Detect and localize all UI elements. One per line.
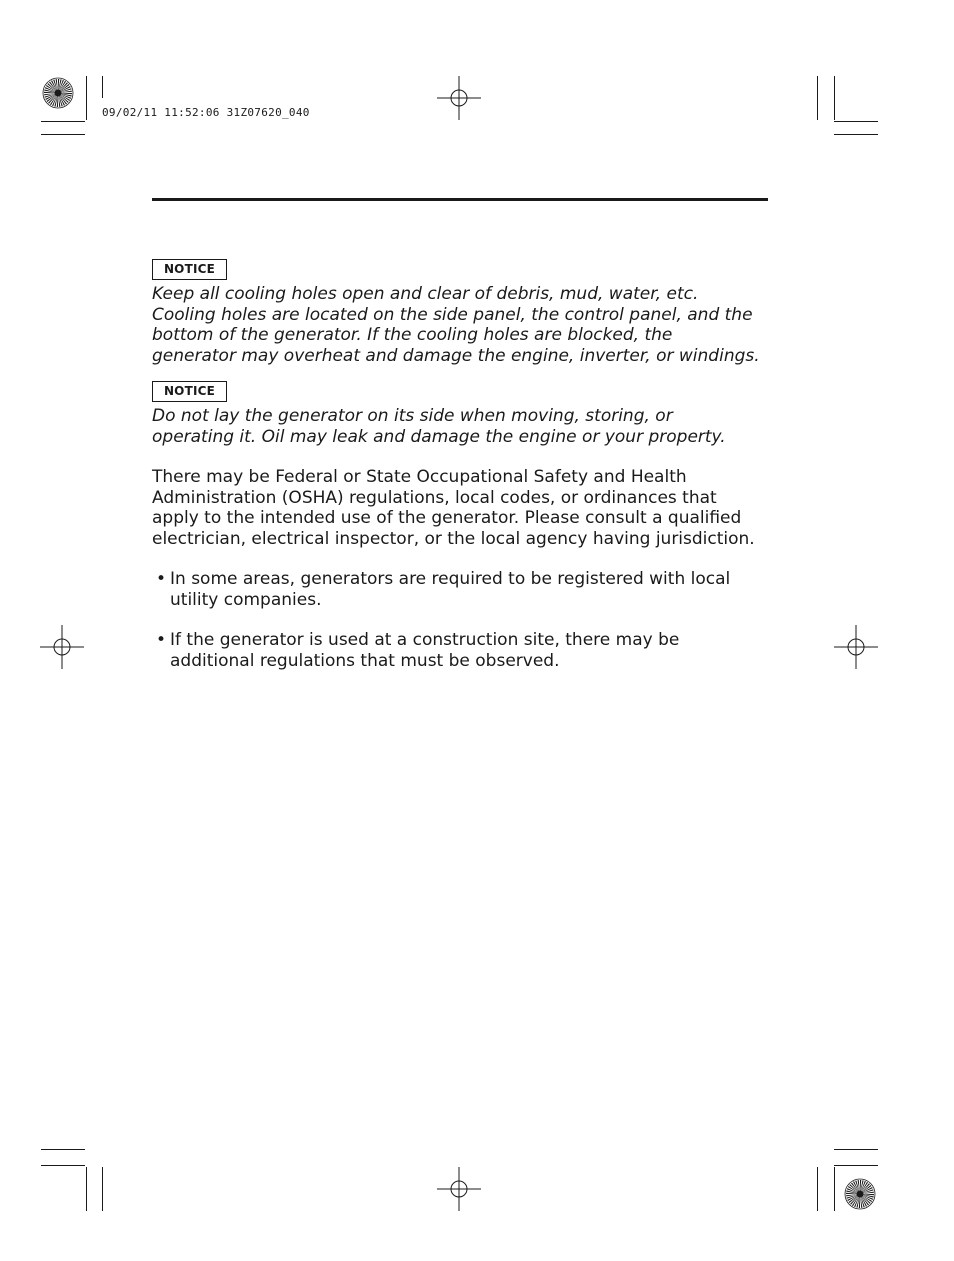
notice-label: NOTICE [152,259,227,280]
text-line: Cooling holes are located on the side panel, the control panel, and the [152,304,753,325]
osha-regulations-paragraph [152,467,774,550]
starburst-mark-top-left [42,77,74,109]
text-line: Keep all cooling holes open and clear of debris, mud, water, etc. [152,284,699,304]
text-line: Administration (OSHA) regulations, local codes, or ordinances that [152,487,717,508]
text-line: bottom of the generator. If the cooling holes are blocked, the [152,325,673,346]
text-line: If the generator is used at a construction site, there may be [170,630,680,650]
bullet-icon: • [156,630,167,650]
text-line: There may be Federal or State Occupational Safety and Health [152,467,687,487]
header-rule [152,198,768,201]
text-line: operating it. Oil may leak and damage the engine or your property. [152,426,726,447]
registration-target-left [40,625,84,669]
registration-target-top [437,76,481,120]
registration-target-right [834,625,878,669]
text-line: In some areas, generators are required to be registered with local [170,569,731,589]
notice-text-lay-generator [152,406,774,447]
notice-text-cooling-holes [152,284,774,367]
bullet-icon: • [156,569,167,589]
registration-target-bottom [437,1167,481,1211]
text-line: utility companies. [170,590,322,610]
starburst-mark-bottom-right [844,1178,876,1210]
bullet-text [170,630,770,672]
print-slug: 09/02/11 11:52:06 31Z07620_040 [102,106,310,119]
text-line: electrician, electrical inspector, or the local agency having jurisdiction. [152,529,755,550]
text-line: apply to the intended use of the generator. Please consult a qualified [152,508,742,529]
notice-label: NOTICE [152,381,227,402]
bullet-text [170,569,770,611]
text-line: Do not lay the generator on its side when moving, storing, or [152,406,673,426]
text-line: generator may overheat and damage the engine, inverter, or windings. [152,346,760,367]
text-line: additional regulations that must be observed. [170,651,560,671]
